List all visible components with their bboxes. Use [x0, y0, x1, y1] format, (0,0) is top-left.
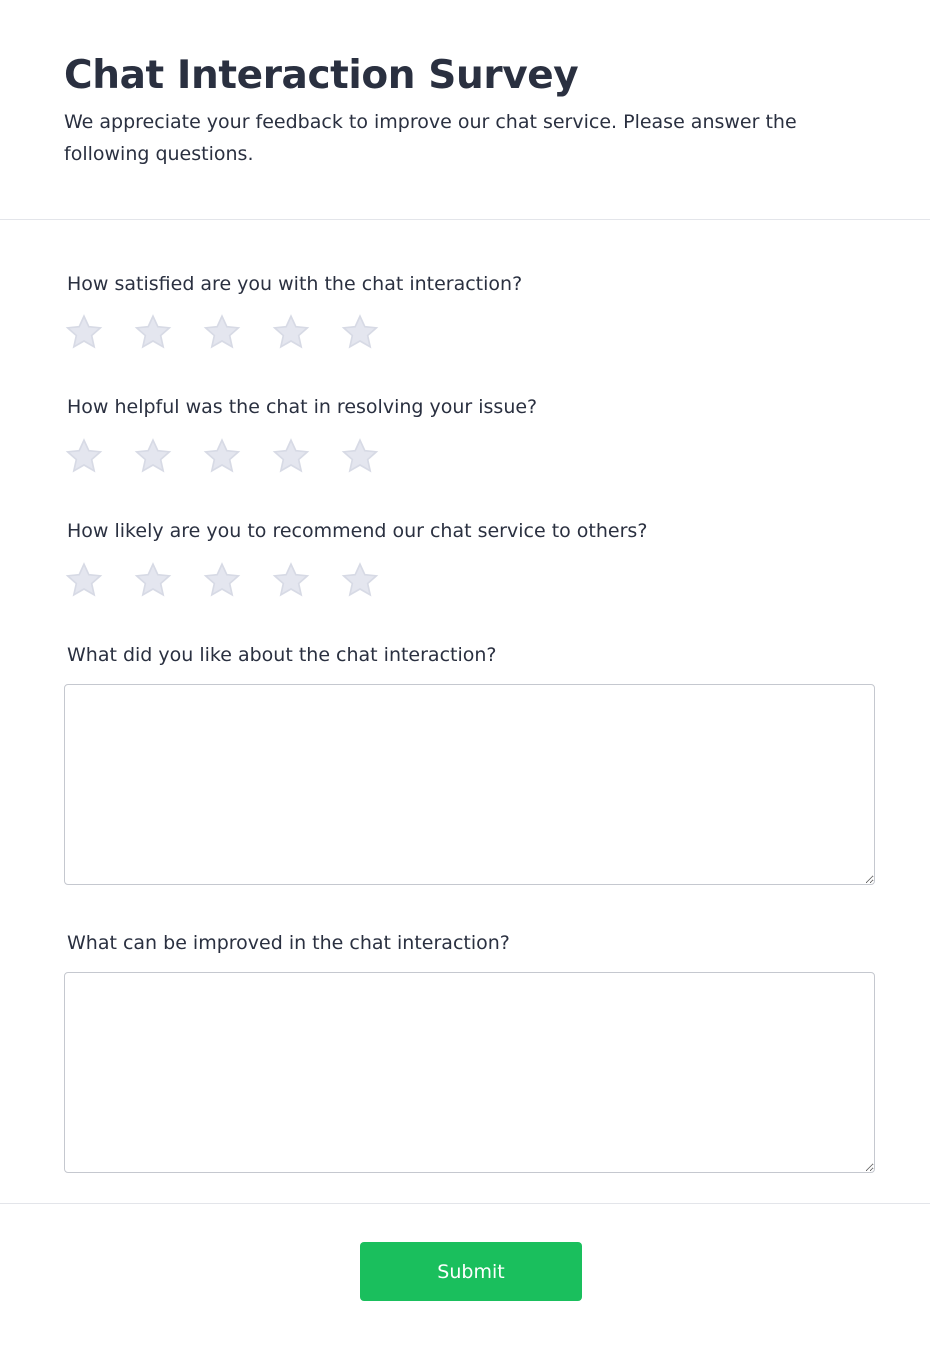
star-icon[interactable] — [340, 312, 380, 352]
question-helpfulness-label: How helpful was the chat in resolving your issue? — [67, 396, 538, 418]
question-satisfaction-label: How satisfied are you with the chat interaction? — [67, 273, 523, 295]
survey-footer — [0, 1203, 930, 1350]
star-icon[interactable] — [202, 312, 242, 352]
star-icon[interactable] — [271, 312, 311, 352]
satisfaction-star-rating — [64, 312, 409, 352]
survey-header — [0, 0, 930, 220]
star-icon[interactable] — [202, 560, 242, 600]
recommend-star-rating — [64, 560, 409, 600]
question-improve-label: What can be improved in the chat interaction? — [67, 932, 510, 954]
improve-textarea[interactable] — [64, 972, 875, 1173]
star-icon[interactable] — [64, 560, 104, 600]
question-liked-label: What did you like about the chat interaction? — [67, 644, 497, 666]
helpfulness-star-rating — [64, 436, 409, 476]
star-icon[interactable] — [133, 436, 173, 476]
star-icon[interactable] — [133, 560, 173, 600]
star-icon[interactable] — [133, 312, 173, 352]
liked-textarea[interactable] — [64, 684, 875, 885]
star-icon[interactable] — [271, 560, 311, 600]
star-icon[interactable] — [202, 436, 242, 476]
star-icon[interactable] — [271, 436, 311, 476]
question-recommend-label: How likely are you to recommend our chat service to others? — [67, 520, 648, 542]
page-subtitle: We appreciate your feedback to improve our chat service. Please answer the following questions. — [64, 111, 797, 165]
star-icon[interactable] — [340, 436, 380, 476]
star-icon[interactable] — [340, 560, 380, 600]
page-title: Chat Interaction Survey — [64, 53, 579, 98]
star-icon[interactable] — [64, 312, 104, 352]
submit-button[interactable]: Submit — [360, 1242, 582, 1301]
star-icon[interactable] — [64, 436, 104, 476]
